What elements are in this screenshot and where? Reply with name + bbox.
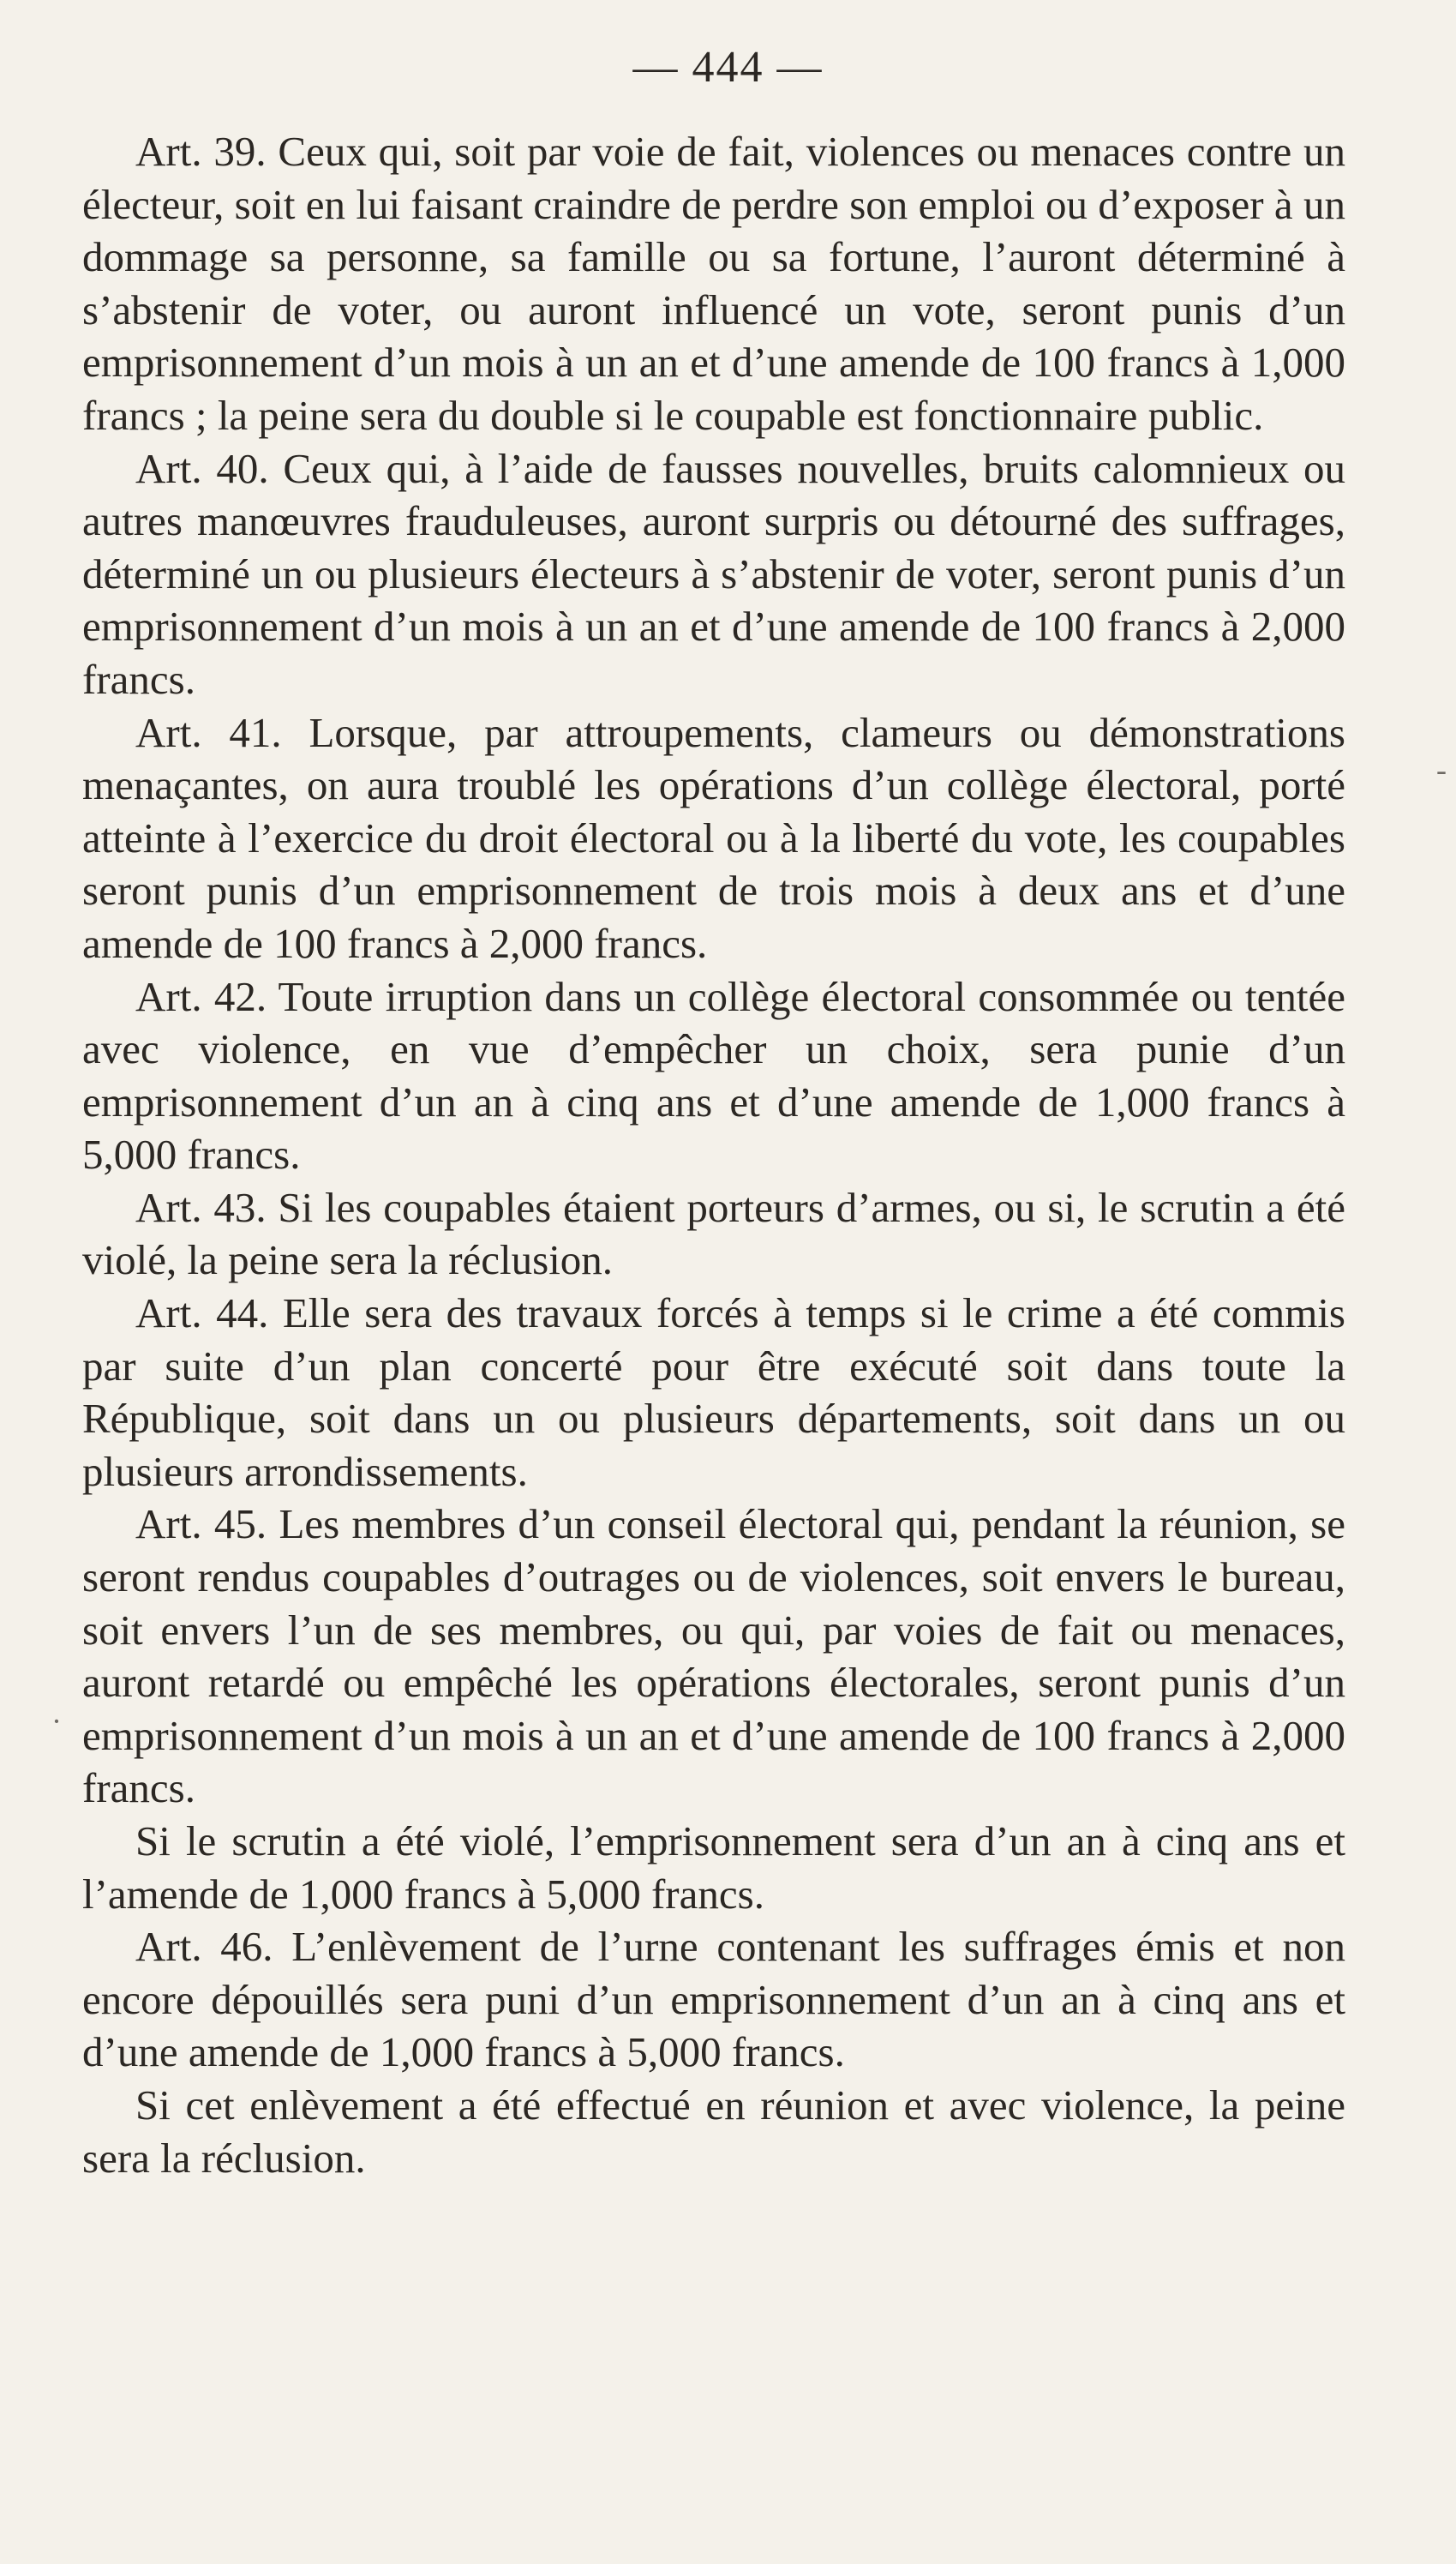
paragraph-text: Art. 46. L’enlèvement de l’urne contenant les suffrages émis et non encore dépouillés sera puni d’un emprisonnement d’un an à cinq ans et d’une amende de 1,000 francs à 5,000 francs. (82, 1923, 1345, 2076)
margin-tick-right: - (1436, 753, 1447, 787)
paragraph-art-45-continued (82, 1815, 1345, 1920)
body-text (82, 125, 1345, 2184)
paragraph-text: Art. 39. Ceux qui, soit par voie de fait, violences ou menaces contre un électeur, soit en lui faisant craindre de perdre son emploi ou d’exposer à un dommage sa personne, sa famille ou sa fortune, l’auront déterminé à s’abstenir de voter, ou auront influencé un vote, seront punis d’un emprisonnement d’un mois à un an et d’une amende de 100 francs à 1,000 francs ; la peine sera du double si le coupable est fonctionnaire public. (82, 128, 1345, 439)
margin-dot-left: · (51, 1704, 62, 1738)
paragraph-art-46 (82, 1920, 1345, 2079)
paragraph-art-39 (82, 125, 1345, 442)
paragraph-art-43 (82, 1181, 1345, 1287)
page-number: — 444 — (632, 43, 824, 92)
paragraph-text: Si le scrutin a été violé, l’emprisonnement sera d’un an à cinq ans et l’amende de 1,000 francs à 5,000 francs. (82, 1817, 1345, 1918)
paragraph-art-45 (82, 1498, 1345, 1815)
paragraph-text: Art. 43. Si les coupables étaient porteurs d’armes, ou si, le scrutin a été violé, la peine sera la réclusion. (82, 1183, 1345, 1284)
paragraph-text: Si cet enlèvement a été effectué en réunion et avec violence, la peine sera la réclusion. (82, 2081, 1345, 2182)
paragraph-art-42 (82, 970, 1345, 1181)
paragraph-text: Art. 41. Lorsque, par attroupements, clameurs ou démonstrations menaçantes, on aura troublé les opérations d’un collège électoral, porté atteinte à l’exercice du droit électoral ou à la liberté du vote, les coupables seront punis d’un emprisonnement de trois mois à deux ans et d’une amende de 100 francs à 2,000 francs. (82, 708, 1345, 967)
paragraph-text: Art. 42. Toute irruption dans un collège électoral consommée ou tentée avec violence, en vue d’empêcher un choix, sera punie d’un emprisonnement d’un an à cinq ans et d’une amende de 1,000 francs à 5,000 francs. (82, 972, 1345, 1179)
paragraph-art-44 (82, 1287, 1345, 1498)
paragraph-text: Art. 40. Ceux qui, à l’aide de fausses nouvelles, bruits calomnieux ou autres manœuvres frauduleuses, auront surpris ou détourné des suffrages, déterminé un ou plusieurs électeurs à s’abstenir de voter, seront punis d’un emprisonnement d’un mois à un an et d’une amende de 100 francs à 2,000 francs. (82, 444, 1345, 703)
paragraph-art-41 (82, 706, 1345, 970)
paragraph-text: Art. 45. Les membres d’un conseil électoral qui, pendant la réunion, se seront rendus coupables d’outrages ou de violences, soit envers le bureau, soit envers l’un de ses membres, ou qui, par voies de fait ou menaces, auront retardé ou empêché les opérations électorales, seront punis d’un emprisonnement d’un mois à un an et d’une amende de 100 francs à 2,000 francs. (82, 1500, 1345, 1812)
paragraph-art-40 (82, 442, 1345, 706)
paragraph-text: Art. 44. Elle sera des travaux forcés à temps si le crime a été commis par suite d’un plan concerté pour être exécuté soit dans toute la République, soit dans un ou plusieurs départements, soit dans un ou plusieurs arrondissements. (82, 1289, 1345, 1495)
paragraph-art-46-continued (82, 2079, 1345, 2184)
